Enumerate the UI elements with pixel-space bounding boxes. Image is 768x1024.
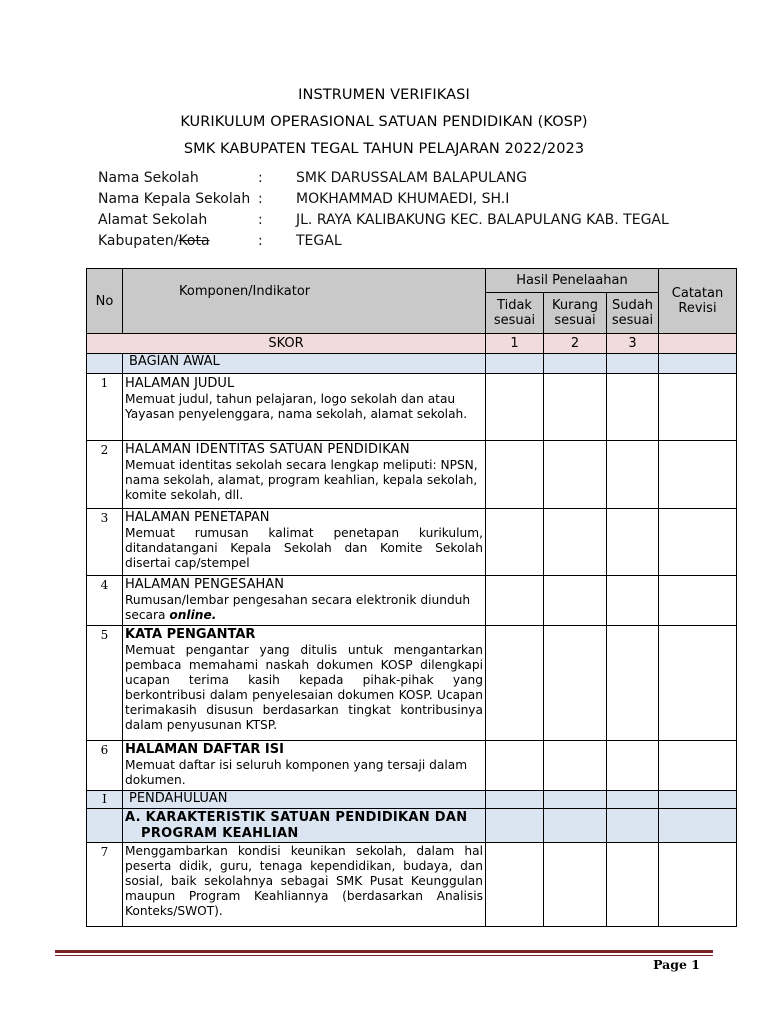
info-colon: : xyxy=(258,191,263,207)
component-title: KATA PENGANTAR xyxy=(125,627,256,642)
check-sudah[interactable] xyxy=(607,626,659,741)
doc-title-line1: INSTRUMEN VERIFIKASI xyxy=(298,87,470,103)
check-tidak[interactable] xyxy=(486,741,544,791)
info-value: MOKHAMMAD KHUMAEDI, SH.I xyxy=(296,191,510,207)
skor-1: 1 xyxy=(486,334,544,354)
info-label: Alamat Sekolah xyxy=(98,212,208,228)
empty-cell xyxy=(544,809,607,843)
row-number: 5 xyxy=(87,626,123,741)
table-row xyxy=(87,843,737,927)
component-title: HALAMAN IDENTITAS SATUAN PENDIDIKAN xyxy=(125,442,410,457)
check-tidak[interactable] xyxy=(486,843,544,927)
component-desc: Memuat identitas sekolah secara lengkap meliputi: NPSN, nama sekolah, alamat, program keahlian, kepala sekolah, komite sekolah, dll. xyxy=(125,458,478,502)
check-kurang[interactable] xyxy=(544,843,607,927)
doc-title-line2: KURIKULUM OPERASIONAL SATUAN PENDIDIKAN (KOSP) xyxy=(180,114,588,130)
check-tidak[interactable] xyxy=(486,374,544,441)
header-tidak-sesuai: Tidak sesuai xyxy=(486,293,544,334)
check-kurang[interactable] xyxy=(544,626,607,741)
section-no: I xyxy=(87,791,123,809)
component-desc-text: Rumusan/lembar pengesahan secara elektronik diunduh secara xyxy=(125,593,471,622)
footer-rule-thin xyxy=(55,955,713,956)
doc-title-line3: SMK KABUPATEN TEGAL TAHUN PELAJARAN 2022/2023 xyxy=(183,141,585,157)
info-value: JL. RAYA KALIBAKUNG KEC. BALAPULANG KAB. TEGAL xyxy=(296,212,669,228)
component-title: HALAMAN PENGESAHAN xyxy=(125,577,284,592)
row-number: 3 xyxy=(87,509,123,576)
info-label-struck: Kota xyxy=(178,233,210,249)
check-tidak[interactable] xyxy=(486,509,544,576)
check-kurang[interactable] xyxy=(544,576,607,626)
component-desc: Memuat judul, tahun pelajaran, logo sekolah dan atau Yayasan penyelenggara, nama sekolah, alamat sekolah. xyxy=(125,392,468,421)
row-number: 4 xyxy=(87,576,123,626)
revision-note[interactable] xyxy=(659,576,737,626)
subsection-no xyxy=(87,809,123,843)
check-kurang[interactable] xyxy=(544,441,607,509)
row-number: 2 xyxy=(87,441,123,509)
check-kurang[interactable] xyxy=(544,741,607,791)
check-sudah[interactable] xyxy=(607,374,659,441)
revision-note[interactable] xyxy=(659,626,737,741)
check-sudah[interactable] xyxy=(607,741,659,791)
empty-cell xyxy=(607,791,659,809)
header-hasil-penelaahan: Hasil Penelaahan xyxy=(486,269,659,293)
info-label: Nama Sekolah xyxy=(98,170,199,186)
revision-note[interactable] xyxy=(659,843,737,927)
empty-cell xyxy=(607,809,659,843)
revision-note[interactable] xyxy=(659,374,737,441)
check-tidak[interactable] xyxy=(486,576,544,626)
section-bagian-awal: BAGIAN AWAL xyxy=(123,354,486,374)
page-number: Page 1 xyxy=(653,957,700,972)
empty-cell xyxy=(659,791,737,809)
check-kurang[interactable] xyxy=(544,374,607,441)
component-desc xyxy=(125,593,483,623)
component-desc: Memuat pengantar yang ditulis untuk mengantarkan pembaca memahami naskah dokumen KOSP dilengkapi ucapan terima kasih kepada pihak-pihak yang berkontribusi dalam penyelesaian dokumen KOSP. Ucapan terimakasih disusun berdasarkan tingkat kontribusinya dalam penyusunan KTSP. xyxy=(125,643,483,732)
skor-label: SKOR xyxy=(87,334,486,354)
check-sudah[interactable] xyxy=(607,843,659,927)
component-desc-emphasis: online. xyxy=(169,608,217,622)
empty-cell xyxy=(659,354,737,374)
table-row xyxy=(87,576,737,626)
skor-2: 2 xyxy=(544,334,607,354)
table-row xyxy=(87,626,737,741)
header-catatan-revisi: Catatan Revisi xyxy=(659,269,737,334)
empty-cell xyxy=(607,354,659,374)
empty-cell xyxy=(659,809,737,843)
component-desc: Memuat daftar isi seluruh komponen yang tersaji dalam dokumen. xyxy=(125,758,468,787)
table-row xyxy=(87,509,737,576)
subsection-title-line2: PROGRAM KEAHLIAN xyxy=(141,826,299,841)
check-kurang[interactable] xyxy=(544,509,607,576)
check-tidak[interactable] xyxy=(486,441,544,509)
header-sudah-sesuai: Sudah sesuai xyxy=(607,293,659,334)
section-pendahuluan: PENDAHULUAN xyxy=(123,791,486,809)
revision-note[interactable] xyxy=(659,741,737,791)
component-desc: Menggambarkan kondisi keunikan sekolah, dalam hal peserta didik, guru, tenaga kependidikan, budaya, dan sosial, baik sekolahnya sebagai SMK Pusat Keunggulan maupun Program Keahliannya (berdasarkan Analisis Konteks/SWOT). xyxy=(125,844,483,918)
row-number: 6 xyxy=(87,741,123,791)
component-title: HALAMAN JUDUL xyxy=(125,376,235,391)
info-value: TEGAL xyxy=(296,233,342,249)
header-no: No xyxy=(87,269,123,334)
info-label-part: Kabupaten/ xyxy=(98,233,179,249)
component-desc: Memuat rumusan kalimat penetapan kurikulum, ditandatangani Kepala Sekolah dan Komite Sekolah disertai cap/stempel xyxy=(125,526,483,570)
section-no xyxy=(87,354,123,374)
revision-note[interactable] xyxy=(659,441,737,509)
info-colon: : xyxy=(258,170,263,186)
component-title: HALAMAN PENETAPAN xyxy=(125,510,270,525)
info-label: Nama Kepala Sekolah xyxy=(98,191,251,207)
row-number: 1 xyxy=(87,374,123,441)
skor-3: 3 xyxy=(607,334,659,354)
info-colon: : xyxy=(258,233,263,249)
table-row xyxy=(87,441,737,509)
subsection-title-line1: A. KARAKTERISTIK SATUAN PENDIDIKAN DAN xyxy=(125,810,468,825)
footer-rule-thick xyxy=(55,950,713,953)
empty-cell xyxy=(544,791,607,809)
empty-cell xyxy=(486,791,544,809)
header-kurang-sesuai: Kurang sesuai xyxy=(544,293,607,334)
table-row xyxy=(87,741,737,791)
check-sudah[interactable] xyxy=(607,509,659,576)
verification-table xyxy=(86,268,737,927)
info-label xyxy=(98,233,210,249)
skor-empty xyxy=(659,334,737,354)
empty-cell xyxy=(544,354,607,374)
check-tidak[interactable] xyxy=(486,626,544,741)
empty-cell xyxy=(486,354,544,374)
info-value: SMK DARUSSALAM BALAPULANG xyxy=(296,170,528,186)
component-title: HALAMAN DAFTAR ISI xyxy=(125,742,284,757)
header-komponen: Komponen/Indikator xyxy=(123,269,486,334)
revision-note[interactable] xyxy=(659,509,737,576)
check-sudah[interactable] xyxy=(607,576,659,626)
table-row xyxy=(87,374,737,441)
row-number: 7 xyxy=(87,843,123,927)
empty-cell xyxy=(486,809,544,843)
info-colon: : xyxy=(258,212,263,228)
check-sudah[interactable] xyxy=(607,441,659,509)
